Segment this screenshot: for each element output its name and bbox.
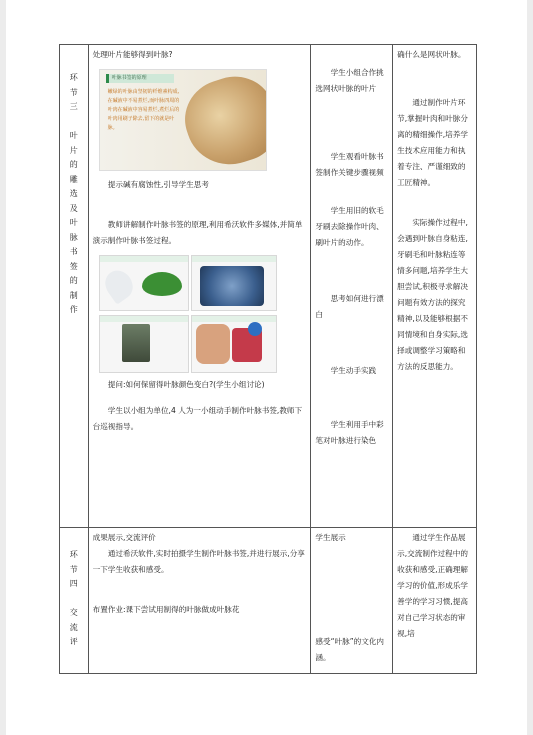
design-intent-cell	[393, 45, 477, 528]
stage-char: 制	[69, 290, 78, 300]
teacher-activity-cell-2	[88, 528, 311, 674]
intent-4: 通过学生作品展示,交流制作过程中的收获和感受,正确理解学习的价值,形成乐学善学的学习习惯,提高对自己学习状态的审视,培	[397, 533, 468, 638]
stage-char: 作	[69, 305, 78, 314]
stage-char: 片	[69, 145, 78, 155]
question-whitening: 提问:如何保留得叶脉颜色变白?(学生小组讨论)	[107, 380, 265, 389]
stage-char: 节	[69, 564, 78, 574]
table-row-stage-3	[60, 45, 477, 528]
stage-char: 四	[69, 579, 78, 588]
stage-char: 评	[69, 637, 78, 646]
stage-char: 环	[69, 550, 78, 559]
stage-char: 交	[69, 608, 78, 617]
vein-principle-image	[99, 69, 267, 171]
student-step-5: 学生动手实践	[330, 366, 377, 375]
student-activity-cell-2	[311, 528, 393, 674]
image-caption: 叶脉书签的原理	[106, 74, 174, 83]
student-step-1: 学生小组合作挑选网状叶脉的叶片	[315, 68, 384, 93]
brushing-photo-tile	[191, 315, 277, 373]
intent-1: 确什么是网状叶脉。	[397, 50, 466, 59]
student-step-3: 学生用旧的软毛牙刷去除操作叶肉、刷叶片的动作。	[315, 206, 384, 247]
table-row-stage-4	[60, 528, 477, 674]
stage-char: 三	[69, 102, 78, 111]
stage-char: 签	[69, 261, 78, 271]
stage-char: 环	[69, 73, 78, 82]
share-text: 通过希沃软件,实时拍摄学生制作叶脉书签,并进行展示,分享一下学生收获和感受。	[92, 549, 305, 574]
student-step-2: 学生观看叶脉书签制作关键步骤视频	[315, 152, 384, 177]
student-feel: 感受“叶脉”的文化内涵。	[315, 637, 385, 662]
stage-char: 流	[69, 622, 78, 632]
leaf-skeleton-picture	[99, 265, 138, 304]
section-title: 成果展示,交流评价	[92, 533, 156, 542]
image-text: 嫩绿的叶脉由坚韧的纤维素构成,在碱液中不易煮烂,而叶脉四周的叶肉在碱液中容易煮烂,煮烂后的叶肉用刷子除去,留下的就是叶脉。	[107, 89, 180, 131]
lesson-plan-table	[59, 44, 477, 674]
stage-label-4	[60, 528, 89, 674]
student-step-4: 思考如何进行漂白	[315, 294, 384, 319]
intent-3: 实际操作过程中,会遇到叶脉自身粘连,牙刷毛和叶脉粘连等情多问题,培养学生大胆尝试,积极寻求解决问题有效方法的探究精神,以及能够根据不同情境和自身实际,选择或调整学习策略和方法的反思能力。	[397, 218, 468, 371]
cap-picture	[248, 322, 262, 336]
document-page	[6, 0, 527, 735]
stage-char: 叶	[69, 218, 78, 227]
stage-char: 的	[69, 276, 78, 285]
stage-char: 及	[69, 203, 78, 213]
student-step-6: 学生利用手中彩笔对叶脉进行染色	[315, 420, 384, 445]
stage-char: 叶	[69, 131, 78, 140]
procedure-images	[99, 255, 275, 373]
stage-char: 雕	[69, 174, 78, 184]
hint-text: 提示碱有腐蚀性,引导学生思考	[107, 180, 209, 189]
stage-char: 节	[69, 87, 78, 97]
student-activity-cell	[311, 45, 393, 528]
explain-text: 教师讲解制作叶脉书签的原理,利用希沃软件多媒体,并简单演示制作叶脉书签过程。	[92, 220, 303, 245]
loofah-picture	[175, 69, 267, 171]
stage-char	[60, 592, 88, 607]
stage-label-3	[60, 45, 89, 528]
student-show: 学生展示	[315, 533, 346, 542]
stage-char	[60, 115, 88, 130]
hands-picture	[196, 324, 230, 364]
boiling-photo-tile	[191, 255, 277, 311]
green-leaf-picture	[142, 272, 182, 296]
intent-2: 通过制作叶片环节,掌握叶肉和叶脉分离的精细操作,培养学生技术应用能力和执着专注、严谨细致的工匠精神。	[397, 98, 468, 187]
stage-char: 脉	[69, 232, 78, 242]
question-leaf-vein: 处理叶片能够得到叶脉?	[92, 50, 173, 59]
stage-char: 的	[69, 160, 78, 169]
teacher-activity-cell	[88, 45, 311, 528]
group-work-text: 学生以小组为单位,4 人为一小组动手制作叶脉书签,教师下台巡视指导。	[92, 406, 303, 431]
beaker-picture	[122, 324, 150, 362]
stage-char: 选	[69, 189, 78, 198]
equipment-picture	[200, 266, 264, 306]
design-intent-cell-2	[393, 528, 477, 674]
leaf-photo-tile	[99, 255, 189, 311]
beaker-photo-tile	[99, 315, 189, 373]
homework-text: 布置作业:课下尝试用制得的叶脉做成叶脉花	[92, 605, 240, 614]
stage-char: 书	[69, 247, 78, 256]
